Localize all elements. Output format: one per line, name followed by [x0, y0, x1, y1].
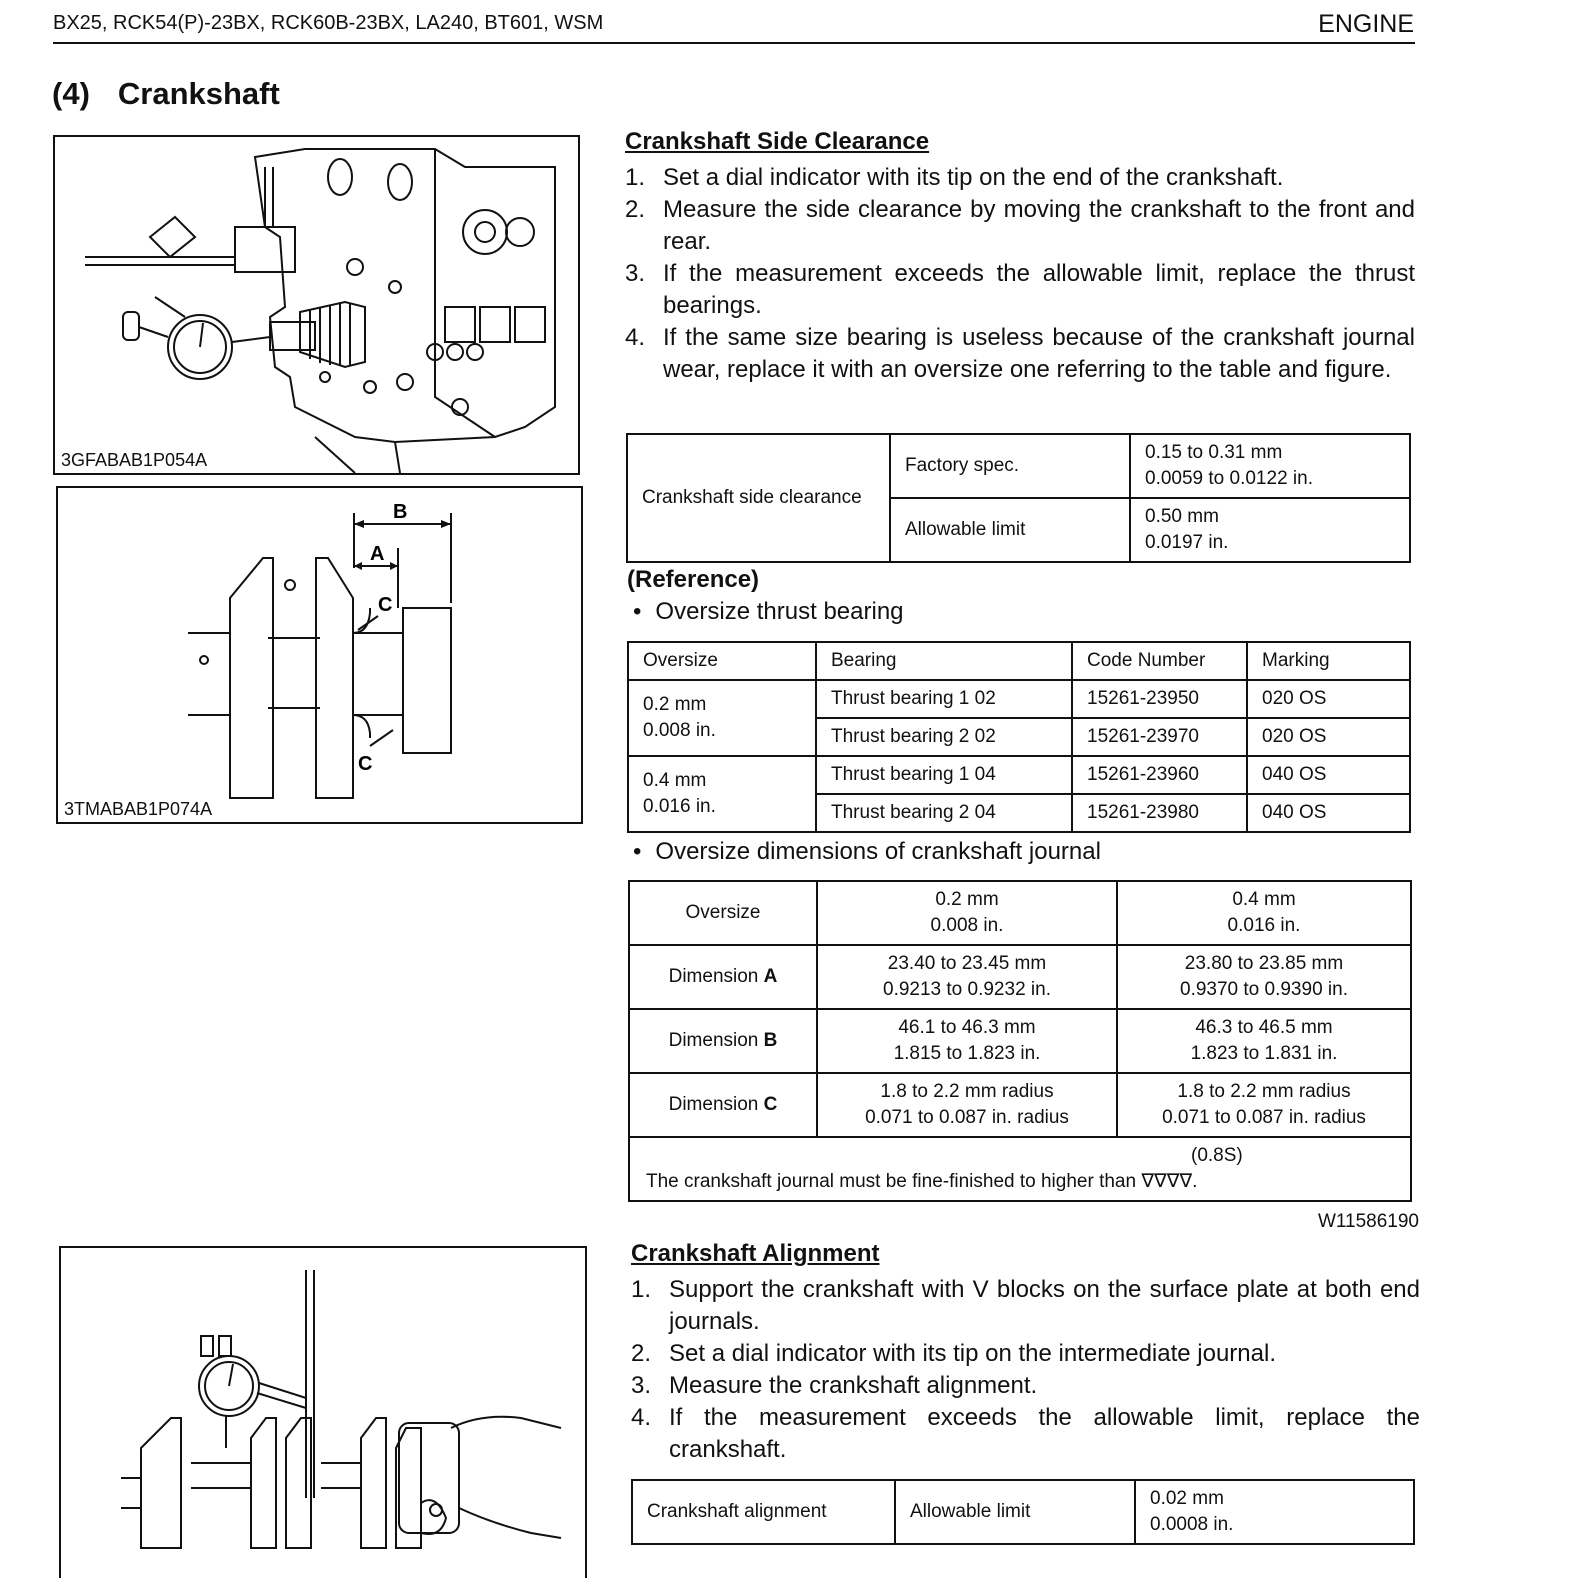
col-header: Code Number: [1072, 642, 1247, 680]
alignment-section: [631, 1240, 1420, 1466]
dim-label-c-bottom: C: [358, 753, 373, 775]
table-row: Dimension B 46.1 to 46.3 mm 1.815 to 1.823 in. 46.3 to 46.5 mm 1.823 to 1.831 in.: [629, 1009, 1411, 1073]
side-clearance-section: [625, 128, 1415, 386]
figure-label: 3GFABAB1P054A: [61, 450, 208, 470]
list-item: 3. If the measurement exceeds the allowable limit, replace the thrust bearings.: [625, 260, 1415, 319]
oversize-col-2: 0.4 mm 0.016 in.: [1117, 881, 1411, 945]
header-models: BX25, RCK54(P)-23BX, RCK60B-23BX, LA240, BT601, WSM: [53, 12, 604, 34]
reference-code: W11586190: [1317, 1211, 1419, 1232]
side-clearance-heading: Crankshaft Side Clearance: [625, 128, 930, 155]
col-header: Bearing: [816, 642, 1072, 680]
table-row: Thrust bearing 2 04 15261-23980 040 OS: [628, 794, 1410, 832]
header-rule: [53, 42, 1415, 44]
dim-label-b: B: [393, 501, 408, 523]
table-row: 0.2 mm 0.008 in. Thrust bearing 1 02 15261-23950 020 OS: [628, 680, 1410, 718]
alignment-steps: [631, 1274, 1420, 1466]
alignment-spec-table: [631, 1479, 1415, 1545]
alignment-heading: Crankshaft Alignment: [631, 1240, 880, 1267]
reference-title: (Reference): [627, 566, 760, 593]
figure-crankshaft-dimensions: [56, 486, 583, 824]
allowable-limit-label: Allowable limit: [890, 498, 1130, 562]
dim-label-c-top: C: [378, 594, 393, 616]
engine-illustration: [55, 137, 578, 473]
allowable-limit-value: 0.50 mm 0.0197 in.: [1130, 498, 1410, 562]
oversize-label: Oversize: [629, 881, 817, 945]
alignment-illustration: [61, 1248, 585, 1578]
col-header: Marking: [1247, 642, 1410, 680]
allowable-limit-value: 0.02 mm 0.0008 in.: [1135, 1480, 1414, 1544]
section-title: Crankshaft: [117, 76, 280, 111]
oversize-col-1: 0.2 mm 0.008 in.: [817, 881, 1117, 945]
figure-crankshaft-alignment: [59, 1246, 587, 1578]
header-section: ENGINE: [1318, 10, 1414, 38]
table-row: Dimension C 1.8 to 2.2 mm radius 0.071 to 0.087 in. radius 1.8 to 2.2 mm radius 0.071 to 0.087 in. radius: [629, 1073, 1411, 1137]
table-row: [629, 1137, 1411, 1201]
reference-bullet-1: • Oversize thrust bearing: [633, 598, 904, 625]
allowable-limit-label: Allowable limit: [895, 1480, 1135, 1544]
factory-spec-label: Factory spec.: [890, 434, 1130, 498]
thrust-bearing-table: [627, 641, 1411, 833]
dim-label-a: A: [370, 543, 385, 565]
table-row: Thrust bearing 2 02 15261-23970 020 OS: [628, 718, 1410, 756]
list-item: 4. If the measurement exceeds the allowable limit, replace the crankshaft.: [631, 1404, 1420, 1463]
section-number: (4): [52, 76, 90, 111]
side-clearance-steps: [625, 162, 1415, 386]
spec-item: Crankshaft alignment: [632, 1480, 895, 1544]
journal-oversize-table: [628, 880, 1412, 1202]
factory-spec-value: 0.15 to 0.31 mm 0.0059 to 0.0122 in.: [1130, 434, 1410, 498]
reference-bullet-2: • Oversize dimensions of crankshaft journal: [633, 838, 1101, 865]
surface-finish-value: (0.8S): [1191, 1145, 1243, 1166]
side-clearance-spec-table: [626, 433, 1411, 563]
figure-label: 3TMABAB1P074A: [64, 799, 213, 819]
spec-item: Crankshaft side clearance: [627, 434, 890, 562]
list-item: 2. Set a dial indicator with its tip on the intermediate journal.: [631, 1340, 1276, 1367]
list-item: 2. Measure the side clearance by moving the crankshaft to the front and rear.: [625, 196, 1415, 255]
crankshaft-diagram: [58, 488, 581, 822]
page-title: [52, 76, 280, 112]
list-item: 3. Measure the crankshaft alignment.: [631, 1372, 1038, 1399]
list-item: 1. Support the crankshaft with V blocks on the surface plate at both end journals.: [631, 1276, 1420, 1335]
figure-dial-indicator-engine: [53, 135, 580, 475]
list-item: 1. Set a dial indicator with its tip on the end of the crankshaft.: [625, 164, 1284, 191]
col-header: Oversize: [628, 642, 816, 680]
table-row: Dimension A 23.40 to 23.45 mm 0.9213 to 0.9232 in. 23.80 to 23.85 mm 0.9370 to 0.9390 in.: [629, 945, 1411, 1009]
list-item: 4. If the same size bearing is useless because of the crankshaft journal wear, replace it with an oversize one referring to the table and figure.: [625, 324, 1415, 383]
table-row: 0.4 mm 0.016 in. Thrust bearing 1 04 15261-23960 040 OS: [628, 756, 1410, 794]
finish-note: The crankshaft journal must be fine-finished to higher than ∇∇∇∇.: [646, 1171, 1198, 1192]
